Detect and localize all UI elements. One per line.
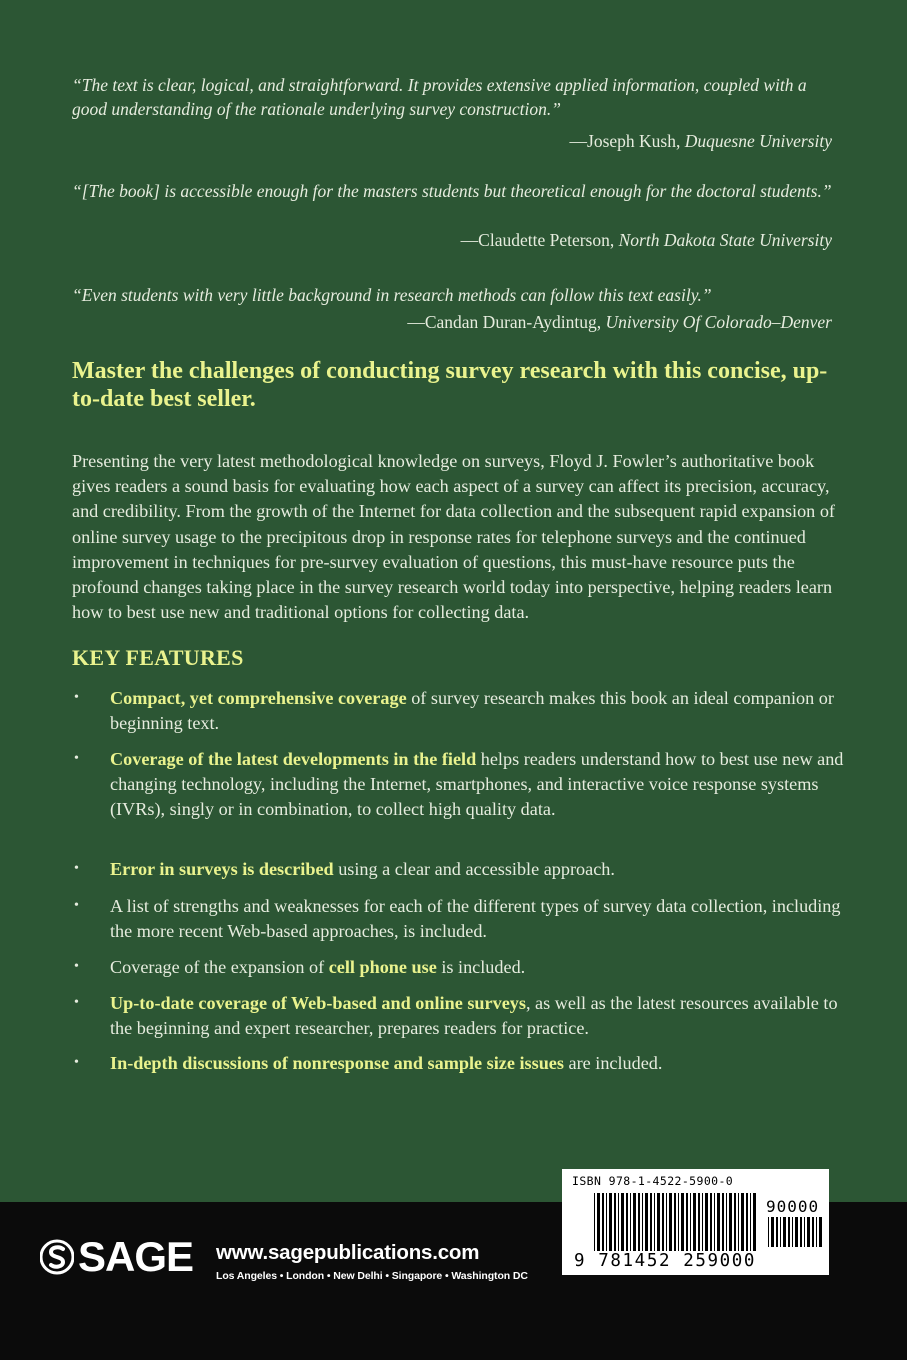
- bullet-icon: •: [74, 751, 79, 766]
- barcode-bar: [738, 1193, 739, 1251]
- barcode-bar: [606, 1193, 607, 1251]
- barcode-bar: [741, 1193, 744, 1251]
- barcode-bar: [654, 1193, 655, 1251]
- reviewer-institution: North Dakota State University: [618, 230, 832, 250]
- barcode-bar: [792, 1217, 793, 1247]
- barcode-bar: [750, 1193, 751, 1251]
- reviewer-name: —Joseph Kush,: [569, 131, 685, 151]
- sage-emblem-icon: [40, 1237, 74, 1277]
- publisher-cities: Los Angeles • London • New Delhi • Singapore • Washington DC: [216, 1270, 528, 1282]
- barcode-bar: [669, 1193, 672, 1251]
- barcode-bar: [650, 1193, 652, 1251]
- bullet-icon: •: [74, 1055, 79, 1070]
- barcode-bar: [771, 1217, 774, 1247]
- feature-text-after: are included.: [563, 1053, 663, 1073]
- price-barcode-icon: [768, 1217, 822, 1247]
- publisher-name: SAGE: [78, 1233, 194, 1280]
- barcode-bar: [795, 1217, 798, 1247]
- publisher-logo: [40, 1233, 194, 1280]
- barcode-label: [562, 1169, 829, 1275]
- review-attribution-3: [407, 310, 832, 334]
- ean-digits: 9 781452 259000: [574, 1251, 757, 1271]
- barcode-bar: [678, 1193, 679, 1251]
- barcode-bar: [626, 1193, 628, 1251]
- barcode-bar: [614, 1193, 616, 1251]
- review-quote-2: “[The book] is accessible enough for the masters students but theoretical enough for the doctoral students.”: [72, 181, 832, 201]
- feature-text-before: A list of strengths and weaknesses for each of the different types of survey data collection, including the more recent Web-based approaches, is included.: [110, 896, 841, 941]
- barcode-bar: [690, 1193, 691, 1251]
- review-quote-3: “Even students with very little background in research methods can follow this text easily.”: [72, 285, 712, 305]
- barcode-bar: [753, 1193, 756, 1251]
- barcode-bar: [698, 1193, 700, 1251]
- bullet-icon: •: [74, 861, 79, 876]
- bullet-icon: •: [74, 995, 79, 1010]
- barcode-bar: [722, 1193, 724, 1251]
- barcode-bar: [819, 1217, 822, 1247]
- barcode-bar: [645, 1193, 648, 1251]
- feature-item: [74, 1051, 850, 1076]
- feature-text-after: , as well as the latest resources available to the beginning and expert researcher, prepares readers for practice.: [110, 993, 838, 1038]
- barcode-bar: [788, 1217, 790, 1247]
- feature-item: [74, 857, 850, 882]
- barcode-bar: [594, 1193, 595, 1251]
- barcode-bar: [768, 1217, 769, 1247]
- bullet-icon: •: [74, 959, 79, 974]
- barcode-bar: [804, 1217, 805, 1247]
- barcode-bar: [726, 1193, 727, 1251]
- barcode-bar: [783, 1217, 786, 1247]
- barcode-bar: [807, 1217, 810, 1247]
- barcode-bar: [780, 1217, 781, 1247]
- barcode-bar: [609, 1193, 612, 1251]
- barcode-bar: [816, 1217, 817, 1247]
- feature-text-before: Coverage of the expansion of: [110, 957, 329, 977]
- feature-highlight: In-depth discussions of nonresponse and sample size issues: [110, 1053, 564, 1073]
- review-attribution-2: [461, 228, 832, 252]
- barcode-bar: [633, 1193, 636, 1251]
- barcode-bar: [686, 1193, 688, 1251]
- barcode-bar: [662, 1193, 664, 1251]
- barcode-bar: [714, 1193, 715, 1251]
- barcode-bar: [710, 1193, 712, 1251]
- isbn-text: ISBN 978-1-4522-5900-0: [572, 1174, 734, 1188]
- barcode-bar: [746, 1193, 748, 1251]
- barcode-bar: [717, 1193, 720, 1251]
- barcode-bar: [800, 1217, 802, 1247]
- publisher-url[interactable]: www.sagepublications.com: [216, 1241, 480, 1264]
- key-features-title: KEY FEATURES: [72, 645, 244, 670]
- feature-text-after: of survey research makes this book an ideal companion or beginning text.: [110, 688, 834, 733]
- barcode-bar: [812, 1217, 814, 1247]
- bullet-icon: •: [74, 690, 79, 705]
- review-quote-1: “The text is clear, logical, and straightforward. It provides extensive applied information, coupled with a good understanding of the rationale underlying survey construction.”: [72, 75, 807, 119]
- barcode-bar: [642, 1193, 643, 1251]
- barcode-bar: [681, 1193, 684, 1251]
- feature-highlight: Up-to-date coverage of Web-based and online surveys: [110, 993, 526, 1013]
- barcode-bar: [705, 1193, 708, 1251]
- feature-item: [74, 686, 850, 736]
- feature-text-after: is included.: [436, 957, 526, 977]
- barcode-bar: [729, 1193, 732, 1251]
- feature-item: [74, 991, 850, 1041]
- barcode-bar: [618, 1193, 619, 1251]
- reviewer-name: —Claudette Peterson,: [460, 230, 619, 250]
- feature-item: [74, 747, 850, 822]
- feature-highlight: cell phone use: [328, 957, 437, 977]
- barcode-bar: [602, 1193, 604, 1251]
- feature-highlight: Compact, yet comprehensive coverage: [110, 688, 407, 708]
- barcode-bar: [776, 1217, 778, 1247]
- barcode-bar: [734, 1193, 736, 1251]
- feature-text-after: using a clear and accessible approach.: [333, 859, 615, 879]
- barcode-bar: [630, 1193, 631, 1251]
- reviewer-institution: Duquesne University: [684, 131, 832, 151]
- feature-text-after: helps readers understand how to best use new and changing technology, including the Internet, smartphones, and interactive voice response systems (IVRs), singly or in combination, to collect high quality data.: [110, 749, 844, 819]
- ean-barcode-icon: [594, 1193, 756, 1251]
- review-attribution-1: [570, 129, 832, 153]
- barcode-bar: [666, 1193, 667, 1251]
- feature-highlight: Coverage of the latest developments in the field: [110, 749, 477, 769]
- reviewer-name: —Candan Duran-Aydintug,: [407, 312, 606, 332]
- barcode-bar: [638, 1193, 640, 1251]
- barcode-bar: [597, 1193, 600, 1251]
- barcode-bar: [674, 1193, 676, 1251]
- price-code: 90000: [766, 1197, 820, 1216]
- barcode-bar: [693, 1193, 696, 1251]
- barcode-bar: [621, 1193, 624, 1251]
- feature-item: [74, 955, 850, 980]
- feature-item: [74, 894, 850, 944]
- feature-highlight: Error in surveys is described: [110, 859, 334, 879]
- barcode-bar: [702, 1193, 703, 1251]
- bullet-icon: •: [74, 898, 79, 913]
- description: Presenting the very latest methodological knowledge on surveys, Floyd J. Fowler’s authoritative book gives readers a sound basis for evaluating how each aspect of a survey can affect its precision, accuracy, and credibility. From the growth of the Internet for data collection and the subsequent rapid expansion of online survey usage to the precipitous drop in response rates for telephone surveys and the continued improvement in techniques for pre-survey evaluation of questions, this must-have resource puts the profound changes taking place in the survey research world today into perspective, helping readers learn how to best use new and traditional options for collecting data.: [72, 451, 835, 623]
- barcode-bar: [657, 1193, 660, 1251]
- headline: Master the challenges of conducting survey research with this concise, up-to-date best seller.: [72, 358, 828, 412]
- reviewer-institution: University Of Colorado–Denver: [605, 312, 832, 332]
